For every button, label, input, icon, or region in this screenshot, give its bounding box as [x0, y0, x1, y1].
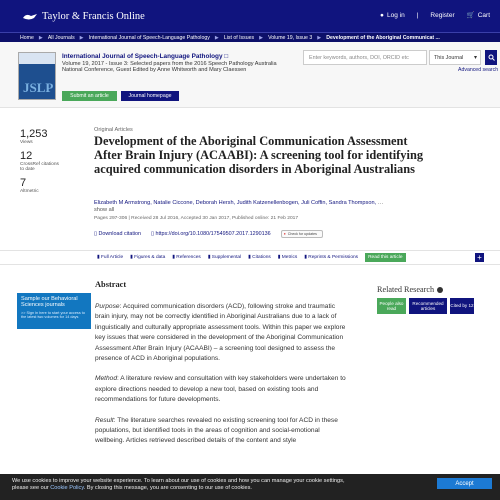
cart-icon: 🛒 [466, 12, 475, 19]
abstract-method: Method: A literature review and consultation with key stakeholders were undertaken to explore directions needed to develop a new tool, based on existing tools and recommendations for future developments. [95, 375, 346, 404]
abstract-heading: Abstract [95, 280, 127, 289]
cart-link[interactable] [467, 11, 490, 19]
altmetric-count[interactable]: 7 [20, 176, 27, 189]
views-label: Views [20, 140, 33, 145]
breadcrumb-separator-icon: ▶ [38, 34, 43, 41]
register-link[interactable]: Register [430, 11, 455, 19]
abstract-body [95, 302, 347, 457]
cookie-text-2: please see our Cookie Policy. By closing this message, you are consenting to our use of cookies. [12, 484, 252, 491]
crossref-count[interactable]: 12 [20, 149, 33, 162]
breadcrumb-separator-icon: ▶ [79, 34, 84, 41]
journal-title[interactable]: International Journal of Speech-Language Pathology □ [62, 53, 229, 60]
advanced-search-link[interactable]: Advanced search [458, 67, 499, 73]
related-dot-icon [437, 287, 443, 293]
user-icon: ● [380, 11, 384, 19]
article-tabs [0, 250, 500, 265]
tab-reprints[interactable]: ▮ Reprints & Permissions [304, 255, 359, 260]
breadcrumb-volume[interactable]: Volume 19, Issue 3 [268, 34, 313, 41]
breadcrumb [0, 32, 500, 42]
crossref-label: CrossRef citations to date [20, 161, 59, 173]
cart-label: Cart [477, 11, 490, 19]
tab-citations[interactable]: ▮ Citations [248, 255, 271, 260]
login-link[interactable] [380, 12, 405, 19]
related-research-heading: Related Research [377, 285, 443, 294]
article-title: Development of the Aboriginal Communication Assessment After Brain Injury (ACAABI): A screening tool for identifying acquired communication disorders in Aboriginal Australians [94, 134, 424, 176]
promo-text: Sample our Behavioral Sciences journals [21, 296, 78, 308]
tab-people-also-read[interactable]: People also read [377, 298, 406, 314]
cookie-policy-link[interactable]: Cookie Policy [50, 484, 84, 491]
journal-homepage-button[interactable]: Journal homepage [121, 91, 179, 101]
divider: | [416, 11, 419, 19]
breadcrumb-current: Development of the Aboriginal Communicat ... [326, 34, 440, 41]
views-count: 1,253 [20, 128, 48, 140]
open-access-icon: □ [224, 53, 229, 60]
abstract-result: Result: The literature searches revealed no existing screening tool for ACD in these populations, but identified tools in the areas of cognition and social-emotional wellbeing. Articles retrieved described details of the content and style [95, 416, 338, 445]
search-button[interactable] [485, 50, 497, 65]
tab-full-article[interactable]: ▮ Full Article [97, 255, 124, 260]
article-metrics [20, 128, 60, 198]
accept-cookies-button[interactable]: Accept [437, 478, 492, 489]
breadcrumb-separator-icon: ▶ [317, 34, 322, 41]
search-input[interactable]: Enter keywords, authors, DOI, ORCID etc [303, 50, 427, 65]
crossmark-badge[interactable]: ● Check for updates [281, 230, 323, 238]
breadcrumb-home[interactable]: Home [20, 34, 34, 41]
cover-band [19, 53, 55, 64]
tab-recommended[interactable]: Recommended articles [409, 298, 447, 314]
publication-dates: Pages 297-306 | Received 28 Jul 2016, Accepted 30 Jan 2017, Published online: 21 Feb 2017 [94, 216, 299, 221]
tab-references[interactable]: ▮ References [172, 255, 201, 260]
tab-cited-by[interactable]: Cited by 12 [450, 298, 474, 314]
breadcrumb-separator-icon: ▶ [214, 34, 219, 41]
site-header [0, 0, 500, 32]
tab-metrics[interactable]: ▮ Metrics [277, 255, 298, 260]
related-tabs [377, 298, 474, 314]
read-article-button[interactable]: Read this article [365, 253, 405, 262]
issue-line[interactable]: Volume 19, 2017 - Issue 3: Selected papers from the 2016 Speech Pathology Australia National Conference, Guest Edited by Anne Whitworth and Mary Claessen [62, 61, 277, 74]
submit-article-button[interactable]: Submit an article [62, 91, 117, 101]
promo-banner[interactable] [17, 293, 91, 329]
author-list[interactable] [94, 200, 394, 215]
lamp-logo-icon [22, 12, 38, 21]
breadcrumb-separator-icon: ▶ [259, 34, 264, 41]
tab-figures[interactable]: ▮ Figures & data [130, 255, 166, 260]
breadcrumb-all-journals[interactable]: All Journals [47, 34, 75, 41]
cookie-text-1: We use cookies to improve your website experience. To learn about our use of cookies and how you can manage your cookie settings, [12, 478, 345, 484]
cookie-banner [0, 474, 500, 500]
login-label: Log in [386, 11, 405, 19]
article-type: Original Articles [94, 127, 133, 133]
link-icon: ▯ [151, 231, 154, 237]
show-all-link[interactable]: …show all [94, 200, 384, 214]
search-icon [488, 54, 495, 61]
crossmark-icon: ● [283, 232, 286, 236]
share-plus-icon[interactable]: + [475, 253, 484, 262]
doi-link[interactable]: ▯ https://doi.org/10.1080/17549507.2017.1290136 [151, 231, 271, 237]
brand-name: Taylor & Francis Online [42, 10, 145, 22]
cover-text: JSLP [23, 80, 54, 95]
search-scope-select[interactable]: This Journal ▾ [429, 50, 481, 65]
brand-logo[interactable] [22, 11, 145, 22]
breadcrumb-journal[interactable]: International Journal of Speech-Language Pathology [88, 34, 210, 41]
citation-tools [94, 230, 323, 238]
breadcrumb-issues[interactable]: List of Issues [223, 34, 255, 41]
download-citation-link[interactable]: ▯ Download citation [94, 231, 142, 237]
promo-small-text: >> Sign in here to start your access to the latest two volumes for 14 days [21, 311, 85, 320]
abstract-purpose: Purpose: Acquired communication disorders (ACD), following stroke and traumatic brain injury, may not be correctly identified in Aboriginal Australians due to a lack of linguistically and culturally appropriate assessment tools. Within this paper we explore key issues that were considered in the development of the Aboriginal Communication Assessment After Brain Injury (ACAABI) – a screening tool designed to assess the presence of ACD in Aboriginal populations. [95, 303, 346, 363]
authors-text[interactable]: Elizabeth M Armstrong, Natalie Ciccone, Deborah Hersh, Judith Katzenellenbogen, Juli Coffin, Sandra Thompson, [94, 200, 377, 206]
altmetric-label: Altmetric [20, 188, 39, 194]
download-icon: ▯ [94, 231, 97, 237]
tab-supplemental[interactable]: ▮ Supplemental [207, 255, 242, 260]
journal-cover[interactable] [18, 52, 56, 100]
